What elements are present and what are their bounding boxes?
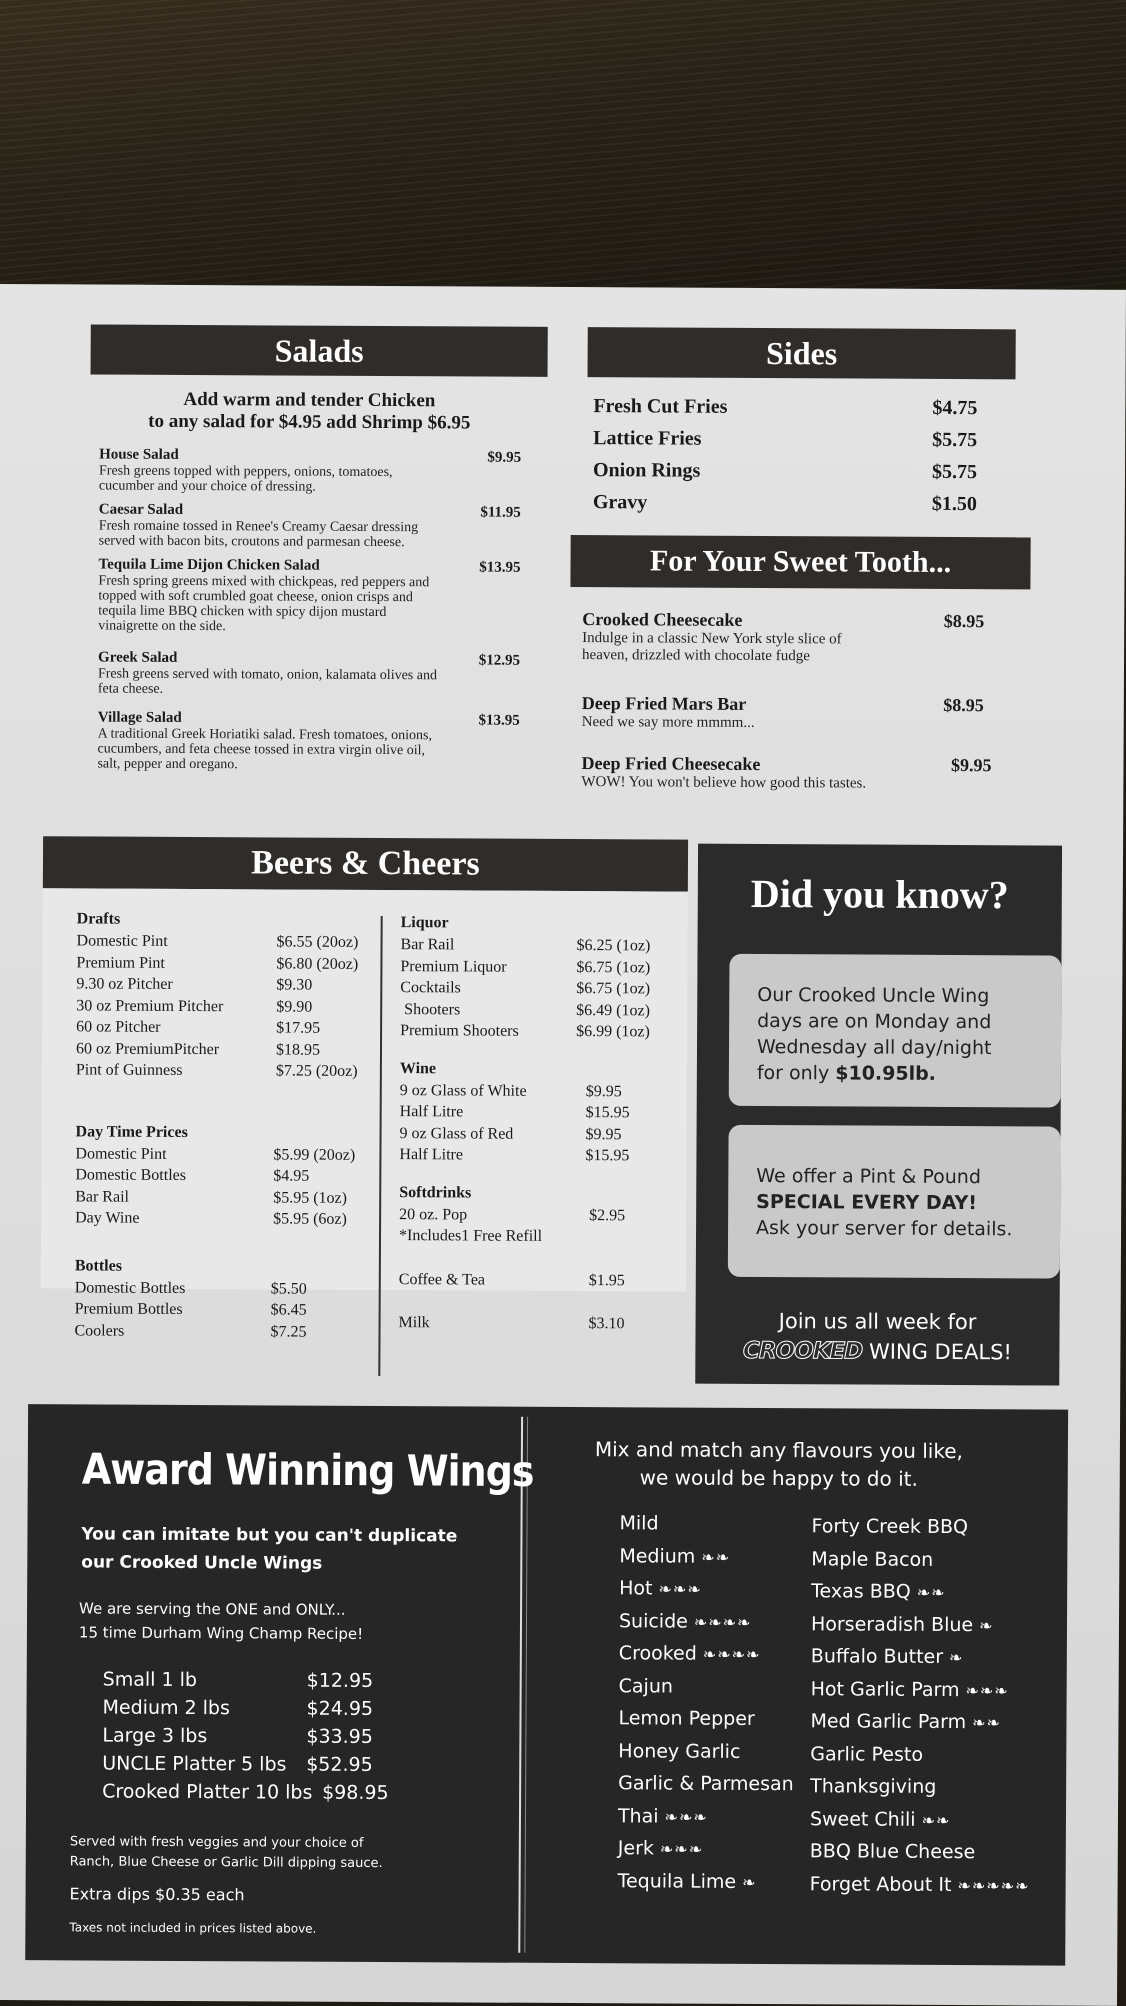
wine-title: Wine (399, 1059, 437, 1077)
salad-desc-2: cucumbers, and feta cheese tossed in extra virgin olive oil, (97, 741, 426, 759)
taxes-note: Taxes not included in prices listed above. (69, 1920, 317, 1936)
size-row (102, 1781, 402, 1811)
drink-row (400, 956, 680, 979)
flavour-name: Hot Garlic Parm (810, 1677, 960, 1701)
flavour-row (810, 1835, 1050, 1869)
dessert-name: Deep Fried Cheesecake (581, 753, 761, 774)
menu-page (0, 284, 1126, 2006)
drink-price: $15.95 (585, 1104, 630, 1122)
drink-price: $6.25 (1oz) (576, 937, 651, 955)
flavour-row (811, 1673, 1051, 1707)
side-price: $1.50 (931, 492, 977, 516)
size-row (102, 1753, 402, 1783)
drink-row (400, 999, 680, 1022)
drink-name: Premium Pint (76, 953, 165, 972)
flavour-name: Lemon Pepper (618, 1707, 755, 1730)
salad-desc-2: topped with soft crumbled goat cheese, onion crisps and (98, 588, 413, 606)
tagline-1: You can imitate but you can't duplicate (81, 1524, 458, 1547)
drafts-title: Drafts (76, 910, 121, 928)
salad-name: Tequila Lime Dijon Chicken Salad (98, 556, 320, 574)
flavour-row (811, 1575, 1051, 1609)
size-row (102, 1725, 402, 1755)
chili-pepper-icon: ❧❧ (972, 1713, 1001, 1733)
dessert-desc-1: WOW! You won't believe how good this tastes. (581, 774, 867, 792)
flavour-row (618, 1832, 798, 1865)
size-name: Small 1 lb (102, 1668, 198, 1692)
size-name: Large 3 lbs (102, 1724, 208, 1748)
drink-name: 9 oz Glass of Red (399, 1124, 514, 1143)
side-row (593, 427, 977, 461)
daytime-title: Day Time Prices (75, 1122, 188, 1141)
bottles-title: Bottles (74, 1256, 123, 1275)
chili-pepper-icon: ❧❧❧❧❧ (957, 1875, 1030, 1895)
drink-row (76, 1016, 376, 1039)
salad-item (98, 650, 524, 712)
flavour-row (618, 1702, 798, 1735)
drink-row (74, 1320, 374, 1343)
drink-price: $6.49 (1oz) (576, 1001, 651, 1019)
flavour-name: Medium (619, 1544, 696, 1568)
table-surface (0, 0, 1126, 300)
salad-desc-2: cucumber and your choice of dressing. (98, 478, 316, 495)
did-you-know-title: Did you know? (750, 870, 1009, 918)
dessert-price: $8.95 (943, 694, 984, 716)
salad-price: $12.95 (478, 652, 521, 669)
drink-price: $9.90 (276, 997, 313, 1016)
mix-match-note (554, 1435, 1004, 1493)
drink-row (76, 952, 376, 975)
drink-name: Half Litre (399, 1146, 464, 1164)
dessert-desc-1: Need we say more mmmm... (581, 714, 755, 731)
flavour-name: Garlic Pesto (810, 1742, 924, 1766)
drink-price: $6.99 (1oz) (576, 1023, 650, 1041)
drink-name: 60 oz PremiumPitcher (75, 1039, 220, 1058)
side-name: Lattice Fries (593, 427, 702, 450)
dessert-item (582, 609, 992, 695)
drink-price: $6.45 (270, 1301, 307, 1319)
drink-name: Coffee & Tea (398, 1270, 486, 1289)
chili-pepper-icon: ❧❧❧ (659, 1839, 704, 1859)
drink-name: Cocktails (400, 979, 461, 997)
serving-2: 15 time Durham Wing Champ Recipe! (78, 1623, 364, 1643)
drink-row (76, 973, 376, 996)
flavour-row (810, 1803, 1050, 1837)
refill-note: *Includes1 Free Refill (398, 1227, 543, 1245)
side-row (593, 459, 977, 493)
wing-price: $10.95lb. (835, 1062, 936, 1085)
softdrinks-title: Softdrinks (399, 1183, 472, 1201)
wing-sizes (102, 1669, 403, 1811)
dessert-item (581, 753, 991, 805)
flavour-name: Suicide (618, 1609, 688, 1633)
card2-line-3: Ask your server for details. (756, 1216, 1013, 1241)
drink-price: $9.95 (585, 1125, 622, 1143)
flavour-list-left (618, 1507, 800, 1898)
flavour-name: Buffalo Butter (810, 1645, 944, 1668)
flavour-row (619, 1540, 799, 1573)
drink-row (76, 1059, 376, 1082)
drink-name: 9.30 oz Pitcher (76, 975, 173, 993)
dessert-desc-1: Indulge in a classic New York style slice of (582, 630, 842, 648)
chili-pepper-icon: ❧ (949, 1647, 964, 1668)
flavour-row (619, 1670, 799, 1703)
salads-header: Salads (91, 324, 548, 376)
drink-row (399, 1269, 679, 1292)
salads-addon-note (89, 388, 529, 434)
card1-line-2: days are on Monday and (757, 1009, 992, 1034)
drink-price: $7.25 (20oz) (275, 1062, 358, 1080)
flavour-name: Crooked (618, 1642, 697, 1665)
flavour-name: Garlic & Parmesan (618, 1772, 794, 1796)
salad-desc-1: Fresh romaine tossed in Renee's Creamy Caesar dressing (98, 518, 419, 536)
sides-header: Sides (588, 327, 1016, 379)
drink-price: $9.95 (585, 1082, 622, 1100)
drink-name: Shooters (400, 1000, 461, 1018)
drink-name: 30 oz Premium Pitcher (76, 996, 224, 1015)
drink-name: 9 oz Glass of White (399, 1081, 527, 1100)
drink-price: $2.95 (589, 1206, 626, 1224)
drink-row (75, 1277, 375, 1300)
card1-line-3: Wednesday all day/night (756, 1035, 992, 1060)
salad-name: House Salad (99, 446, 179, 463)
extra-dips: Extra dips $0.35 each (69, 1884, 245, 1905)
chili-pepper-icon: ❧❧ (916, 1582, 946, 1602)
addon-line-1: Add warm and tender Chicken (183, 388, 436, 412)
drink-row (75, 1186, 375, 1209)
wings-title: Award Winning Wings (81, 1444, 534, 1497)
flavour-name: Honey Garlic (618, 1739, 741, 1763)
drink-name: Day Wine (75, 1209, 140, 1227)
drink-row (400, 1020, 680, 1043)
size-price: $98.95 (322, 1781, 389, 1805)
chili-pepper-icon: ❧ (979, 1615, 994, 1635)
pint-pound-card (728, 1125, 1061, 1279)
side-name: Gravy (592, 491, 648, 514)
flavour-name: Horseradish Blue (810, 1612, 974, 1636)
sweet-list (581, 609, 992, 805)
drink-row (75, 1207, 375, 1230)
card1-line-4: for only $10.95lb. (756, 1061, 936, 1085)
flavour-name: Med Garlic Parm (810, 1710, 967, 1734)
flavour-row (811, 1608, 1051, 1642)
size-price: $52.95 (306, 1753, 373, 1776)
flavour-row (811, 1510, 1051, 1544)
flavour-name: BBQ Blue Cheese (809, 1840, 976, 1864)
dessert-desc-2: heaven, drizzled with chocolate fudge (582, 647, 810, 665)
drink-name: Premium Shooters (400, 1022, 519, 1040)
chili-pepper-icon: ❧❧❧❧ (702, 1644, 761, 1665)
size-name: UNCLE Platter 5 lbs (102, 1752, 287, 1776)
did-you-know-panel (695, 844, 1062, 1386)
chili-pepper-icon: ❧❧ (921, 1810, 951, 1830)
flavour-name: Forty Creek BBQ (811, 1515, 969, 1539)
drink-price: $9.30 (276, 976, 313, 994)
dessert-name: Deep Fried Mars Bar (581, 693, 747, 714)
salad-desc-2: served with bacon bits, croutons and parmesan cheese. (98, 533, 405, 551)
dessert-name: Crooked Cheesecake (582, 609, 743, 630)
chili-pepper-icon: ❧❧ (701, 1547, 731, 1567)
drink-name: Domestic Pint (75, 1144, 167, 1163)
drink-name: 20 oz. Pop (399, 1205, 468, 1223)
sides-list (593, 395, 978, 525)
flavour-name: Jerk (617, 1837, 654, 1860)
chili-pepper-icon: ❧ (742, 1872, 757, 1892)
wing-days-card (729, 954, 1062, 1108)
flavour-name: Thai (617, 1804, 659, 1827)
size-name: Medium 2 lbs (102, 1696, 230, 1720)
drink-price: $6.80 (20oz) (276, 954, 359, 973)
salad-desc-2: feta cheese. (97, 681, 164, 697)
drink-price: $4.95 (273, 1167, 310, 1185)
drink-price: $17.95 (276, 1019, 321, 1037)
salad-desc-3: tequila lime BBQ chicken with spicy dijon mustard (98, 603, 387, 621)
salad-item (99, 502, 525, 559)
chili-pepper-icon: ❧❧❧ (664, 1807, 708, 1827)
flavour-name: Mild (619, 1512, 659, 1535)
join-us-note (695, 1306, 1059, 1368)
drink-name: Premium Liquor (400, 957, 507, 976)
flavour-row (811, 1640, 1051, 1674)
drink-name: Domestic Pint (76, 932, 168, 950)
drink-row (75, 1164, 375, 1187)
drink-row (400, 1080, 680, 1103)
serving-1: We are serving the ONE and ONLY... (79, 1599, 346, 1619)
flavour-row (618, 1767, 798, 1800)
flavour-name: Cajun (618, 1674, 674, 1698)
flavour-row (810, 1770, 1050, 1804)
drink-row (399, 1144, 679, 1167)
wings-tagline (81, 1520, 457, 1578)
size-row (102, 1697, 402, 1727)
wings-served-note (70, 1832, 383, 1874)
drink-name: Domestic Bottles (74, 1278, 186, 1297)
flavour-name: Texas BBQ (811, 1580, 911, 1603)
salad-item (97, 710, 523, 782)
liquor-title: Liquor (400, 914, 449, 932)
salad-name: Caesar Salad (98, 501, 184, 518)
beers-header: Beers & Cheers (43, 836, 688, 891)
salad-desc-1: A traditional Greek Horiatiki salad. Fresh tomatoes, onions, (97, 726, 433, 744)
salad-price: $9.95 (487, 449, 522, 466)
chili-pepper-icon: ❧❧❧❧ (693, 1612, 752, 1632)
drink-name: Bar Rail (75, 1187, 130, 1206)
salad-name: Village Salad (97, 709, 182, 726)
flavour-row (619, 1572, 799, 1605)
crooked-logo: CROOKED (742, 1337, 863, 1365)
drink-price: $5.50 (270, 1279, 307, 1298)
size-price: $12.95 (306, 1669, 374, 1692)
beer-right-column (399, 914, 681, 1335)
flavour-row (619, 1605, 799, 1638)
salad-desc-1: Fresh greens served with tomato, onion, kalamata olives and (97, 666, 438, 684)
salad-item (99, 447, 525, 504)
drink-row (75, 1143, 375, 1166)
side-name: Fresh Cut Fries (593, 395, 728, 418)
card2-line-1: We offer a Pint & Pound (756, 1164, 982, 1189)
flavour-row (619, 1637, 799, 1670)
size-name: Crooked Platter 10 lbs (102, 1780, 313, 1804)
drink-row (400, 1123, 680, 1146)
drink-row (75, 1298, 375, 1321)
flavour-row (810, 1738, 1050, 1772)
drink-price: $3.10 (588, 1315, 625, 1333)
flavour-list-right (810, 1510, 1052, 1901)
drink-name: Coolers (74, 1321, 125, 1340)
salad-name: Greek Salad (98, 649, 178, 666)
drink-price: $1.95 (588, 1271, 625, 1289)
addon-line-2: to any salad for $4.95 add Shrimp $6.95 (148, 410, 471, 434)
salad-desc-1: Fresh spring greens mixed with chickpeas, red peppers and (98, 573, 430, 591)
drink-row (399, 1312, 679, 1335)
side-row (593, 491, 977, 525)
flavour-name: Sweet Chili (809, 1807, 916, 1831)
salad-price: $13.95 (478, 712, 520, 729)
side-price: $4.75 (932, 396, 978, 420)
flavour-name: Tequila Lime (617, 1869, 737, 1893)
flavour-row (811, 1543, 1051, 1577)
drink-row (400, 977, 680, 1000)
drink-row (400, 934, 680, 957)
drink-name: Pint of Guinness (75, 1061, 183, 1079)
tagline-2: our Crooked Uncle Wings (81, 1552, 323, 1574)
size-row (103, 1669, 403, 1699)
drink-row (76, 1038, 376, 1061)
flavour-row (618, 1735, 798, 1768)
wings-serving (79, 1596, 363, 1645)
dessert-price: $9.95 (950, 754, 992, 776)
chili-pepper-icon: ❧❧❧ (965, 1680, 1009, 1700)
drink-name: Bar Rail (400, 936, 455, 954)
drink-price: $5.95 (1oz) (273, 1188, 348, 1207)
card2-line-2: SPECIAL EVERY DAY! (756, 1190, 978, 1215)
flavour-row (810, 1868, 1050, 1902)
served-2: Ranch, Blue Cheese or Garlic Dill dipping sauce. (69, 1854, 383, 1872)
drink-name: Half Litre (399, 1103, 464, 1121)
dessert-item (582, 693, 992, 755)
flavour-name: Maple Bacon (811, 1547, 934, 1571)
side-row (593, 395, 977, 429)
side-price: $5.75 (932, 428, 978, 452)
drink-row (399, 1204, 679, 1227)
salad-item (98, 557, 524, 652)
size-price: $24.95 (306, 1697, 374, 1720)
drink-price: $5.99 (20oz) (273, 1145, 356, 1164)
card1-line-1: Our Crooked Uncle Wing (757, 983, 990, 1008)
salad-price: $13.95 (479, 559, 521, 576)
flavour-name: Thanksgiving (810, 1775, 937, 1798)
flavour-row (619, 1507, 799, 1540)
drink-price: $5.95 (6oz) (273, 1210, 347, 1228)
served-1: Served with fresh veggies and your choice of (69, 1834, 364, 1851)
salad-price: $11.95 (480, 504, 521, 521)
join-line-1: Join us all week for (778, 1309, 977, 1335)
drink-name: Premium Bottles (74, 1300, 183, 1318)
dessert-price: $8.95 (943, 610, 985, 632)
size-price: $33.95 (306, 1725, 373, 1748)
drink-name: Domestic Bottles (75, 1166, 187, 1184)
flavour-row (810, 1705, 1050, 1739)
flavour-name: Forget About It (809, 1872, 952, 1896)
drink-row (400, 1101, 680, 1124)
drink-name: Milk (398, 1314, 430, 1332)
sweet-tooth-header: For Your Sweet Tooth... (570, 535, 1030, 589)
salad-desc-1: Fresh greens topped with peppers, onions, tomatoes, (98, 463, 393, 481)
chili-pepper-icon: ❧❧❧ (658, 1579, 702, 1599)
drink-price: $15.95 (585, 1147, 630, 1165)
drink-price: $6.75 (1oz) (576, 958, 651, 976)
flavour-row (618, 1865, 798, 1898)
salad-desc-3: salt, pepper and oregano. (97, 756, 238, 773)
mix-2: we would be happy to do it. (639, 1465, 918, 1491)
drink-row (77, 930, 377, 953)
beer-left-column (74, 910, 376, 1343)
drink-row (76, 995, 376, 1018)
side-name: Onion Rings (592, 459, 701, 482)
join-line-2: CROOKED WING DEALS! (742, 1337, 1012, 1365)
flavour-name: Hot (619, 1577, 653, 1600)
drink-price: $7.25 (270, 1322, 307, 1341)
salad-desc-4: vinaigrette on the side. (98, 618, 226, 635)
drink-name: 60 oz Pitcher (76, 1018, 161, 1036)
drink-price: $6.55 (20oz) (276, 933, 359, 951)
drink-price: $18.95 (275, 1040, 321, 1059)
salad-list (97, 447, 525, 782)
mix-1: Mix and match any flavours you like, (594, 1437, 963, 1464)
flavour-row (618, 1800, 798, 1833)
side-price: $5.75 (931, 460, 978, 484)
drink-price: $6.75 (1oz) (576, 980, 651, 998)
